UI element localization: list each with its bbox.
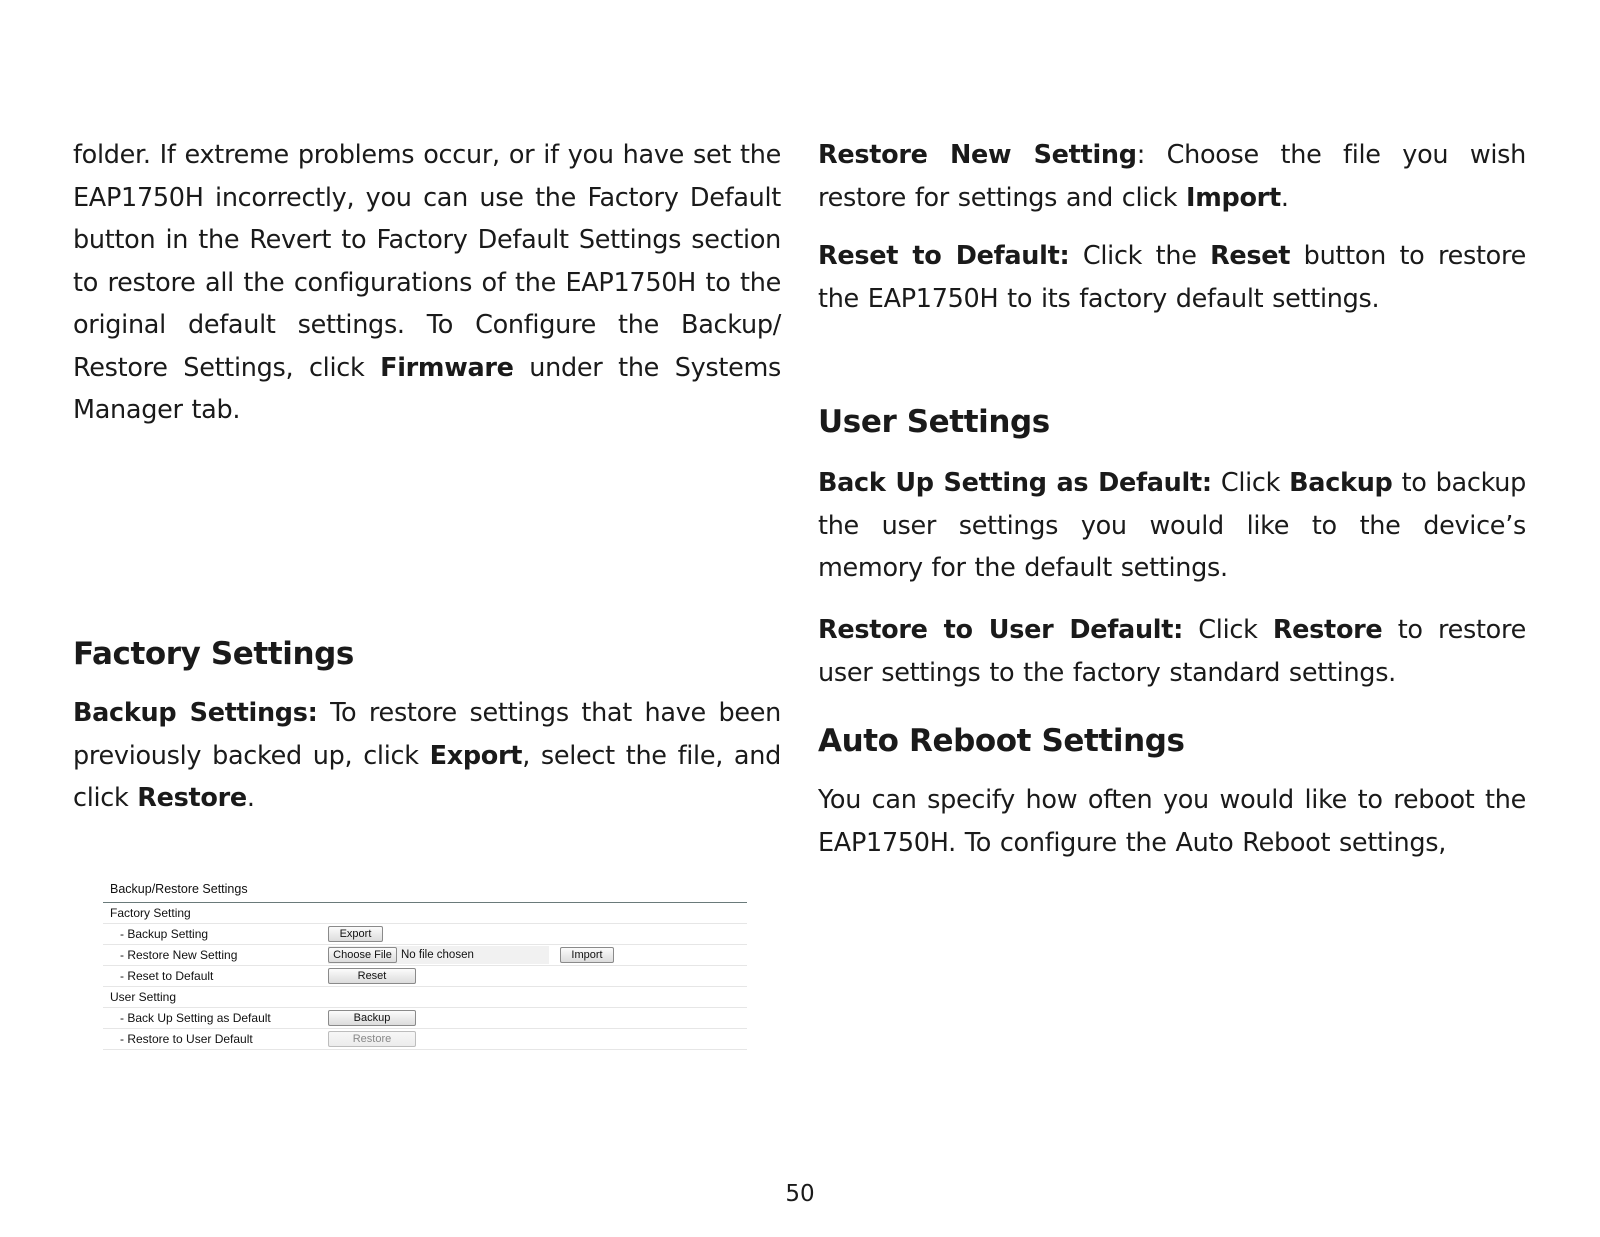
backup-settings-text: To restore settings that have been previously backed up, click: [73, 698, 781, 771]
factory-setting-group-label: Factory Setting: [110, 906, 191, 920]
back-up-default-text-end: to backup the user settings you would like to the device’s memory for the default settings.: [818, 468, 1526, 583]
back-up-default-text: Click: [1211, 468, 1290, 498]
intro-paragraph: [73, 134, 781, 432]
reset-to-default-row: [103, 966, 747, 987]
restore-user-term: Restore: [1272, 615, 1383, 645]
intro-text: folder. If extreme problems occur, or if you have set the EAP1750H incorrectly, you can use the Factory Default button in the Revert to Factory Default Settings section to restore all the configurations of the EAP1750H to the original default settings. To Configure the Backup/ Restore Settings, click: [73, 140, 781, 383]
backup-restore-panel: [103, 878, 747, 1050]
restore-user-default-text: Click: [1183, 615, 1273, 645]
backup-setting-row: [103, 924, 747, 945]
restore-term: Restore: [137, 783, 247, 813]
choose-file-button[interactable]: Choose File: [328, 947, 397, 963]
back-up-default-row: [103, 1008, 747, 1029]
intro-firmware-term: Firmware: [380, 352, 514, 383]
reset-to-default-term: Reset to Default:: [818, 241, 1070, 271]
restore-user-default-text-end: to restore user settings to the factory standard settings.: [818, 615, 1526, 688]
reset-term: Reset: [1210, 241, 1291, 271]
restore-user-default-row: [103, 1029, 747, 1050]
restore-new-setting-label: - Restore New Setting: [120, 948, 238, 962]
restore-new-setting-text-end: .: [1280, 182, 1289, 213]
backup-button[interactable]: Backup: [328, 1010, 416, 1026]
export-button[interactable]: Export: [328, 926, 383, 942]
back-up-default-paragraph: [818, 462, 1526, 590]
backup-setting-label: - Backup Setting: [120, 927, 209, 941]
panel-title: Backup/Restore Settings: [103, 878, 747, 903]
backup-term: Backup: [1289, 468, 1393, 498]
backup-settings-paragraph: [73, 692, 781, 820]
export-term: Export: [429, 740, 523, 771]
file-status-text: No file chosen: [401, 949, 474, 961]
factory-setting-group-row: [103, 903, 747, 924]
backup-settings-term: Backup Settings:: [73, 698, 318, 728]
factory-settings-heading: Factory Settings: [73, 636, 354, 672]
backup-settings-text-3: .: [246, 783, 255, 813]
restore-button[interactable]: Restore: [328, 1031, 416, 1047]
restore-new-setting-term: Restore New Setting: [818, 140, 1137, 170]
page-number: 50: [785, 1181, 815, 1207]
user-setting-group-label: User Setting: [110, 990, 177, 1004]
back-up-default-term: Back Up Setting as Default:: [818, 468, 1212, 498]
restore-user-default-label: - Restore to User Default: [120, 1032, 253, 1046]
reset-to-default-label: - Reset to Default: [120, 969, 214, 983]
reset-text: Click the: [1069, 241, 1211, 271]
back-up-default-label: - Back Up Setting as Default: [120, 1011, 271, 1025]
restore-new-setting-text: : Choose the file you wish restore for settings and click: [818, 140, 1527, 213]
auto-reboot-heading: Auto Reboot Settings: [818, 723, 1185, 759]
intro-text-end: under the Systems Manager tab.: [73, 352, 781, 425]
user-settings-heading: User Settings: [818, 404, 1050, 440]
reset-to-default-paragraph: [818, 235, 1526, 320]
reset-button[interactable]: Reset: [328, 968, 416, 984]
user-setting-group-row: [103, 987, 747, 1008]
backup-settings-text-2: , select the file, and click: [73, 740, 781, 813]
restore-user-default-paragraph: [818, 609, 1526, 694]
restore-new-setting-paragraph: [818, 134, 1526, 219]
auto-reboot-paragraph: You can specify how often you would like to reboot the EAP1750H. To configure the Auto Reboot settings,: [818, 785, 1526, 858]
restore-user-default-term: Restore to User Default:: [818, 615, 1184, 645]
import-term: Import: [1186, 182, 1281, 213]
import-button[interactable]: Import: [560, 947, 614, 963]
restore-new-setting-row: [103, 945, 747, 966]
reset-text-end: button to restore the EAP1750H to its factory default settings.: [818, 241, 1526, 314]
